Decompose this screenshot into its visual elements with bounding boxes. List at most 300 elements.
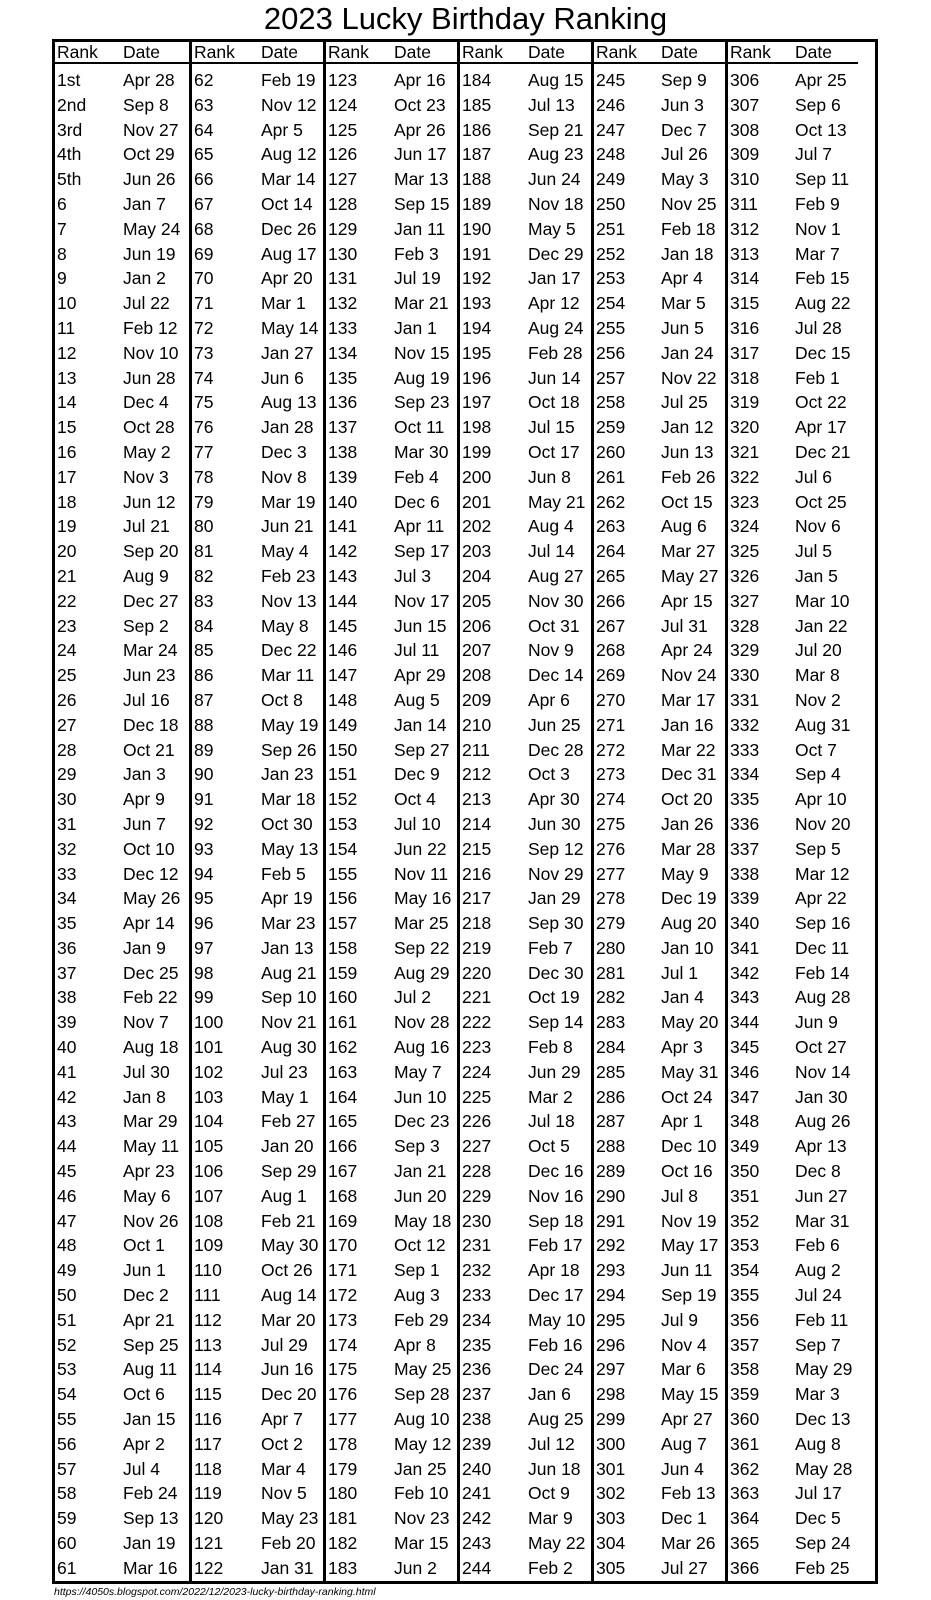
rank-cell: 93 <box>194 838 214 859</box>
date-cell: Jul 16 <box>123 689 170 710</box>
rank-cell: 95 <box>194 888 214 909</box>
table-row <box>460 837 591 862</box>
rank-cell: 190 <box>462 218 492 239</box>
table-row <box>594 738 725 763</box>
table-row <box>55 142 189 167</box>
date-cell: May 4 <box>261 541 309 562</box>
rank-cell: 332 <box>730 714 760 735</box>
table-row <box>326 589 457 614</box>
rank-cell: 305 <box>596 1557 626 1578</box>
table-row <box>460 1134 591 1159</box>
date-cell: Jul 4 <box>123 1458 160 1479</box>
table-row <box>55 490 189 515</box>
table-row <box>728 738 858 763</box>
rank-cell: 242 <box>462 1508 492 1529</box>
date-cell: Oct 3 <box>528 764 570 785</box>
rank-cell: 249 <box>596 169 626 190</box>
table-row <box>55 242 189 267</box>
rank-cell: 6 <box>57 193 67 214</box>
rank-cell: 84 <box>194 615 214 636</box>
table-row <box>55 1432 189 1457</box>
rank-cell: 61 <box>57 1557 77 1578</box>
table-row <box>460 291 591 316</box>
rank-cell: 185 <box>462 94 492 115</box>
table-row <box>192 1506 323 1531</box>
table-row <box>55 192 189 217</box>
date-cell: Aug 16 <box>394 1037 450 1058</box>
table-row <box>728 1159 858 1184</box>
table-row <box>594 242 725 267</box>
table-row <box>594 787 725 812</box>
rank-cell: 287 <box>596 1111 626 1132</box>
table-row <box>192 1481 323 1506</box>
table-row <box>55 713 189 738</box>
table-row <box>460 118 591 143</box>
table-row <box>326 1556 457 1581</box>
date-cell: Apr 4 <box>661 268 703 289</box>
date-cell: Dec 18 <box>123 714 179 735</box>
rank-cell: 363 <box>730 1483 760 1504</box>
table-row <box>594 1481 725 1506</box>
date-header: Date <box>795 42 832 62</box>
date-cell: Jan 26 <box>661 813 714 834</box>
date-cell: Jan 27 <box>261 342 314 363</box>
date-cell: Jun 17 <box>394 144 447 165</box>
rank-cell: 282 <box>596 987 626 1008</box>
rank-cell: 339 <box>730 888 760 909</box>
date-cell: Aug 28 <box>795 987 851 1008</box>
table-row <box>326 440 457 465</box>
rank-cell: 38 <box>57 987 77 1008</box>
table-row <box>192 93 323 118</box>
date-header: Date <box>528 42 565 62</box>
date-cell: Jan 16 <box>661 714 714 735</box>
date-cell: Jul 17 <box>795 1483 842 1504</box>
date-cell: Feb 23 <box>261 565 316 586</box>
table-row <box>192 1308 323 1333</box>
date-cell: Sep 10 <box>261 987 317 1008</box>
date-cell: Jun 28 <box>123 367 176 388</box>
table-row <box>594 1134 725 1159</box>
date-cell: Aug 7 <box>661 1433 707 1454</box>
date-cell: May 14 <box>261 317 319 338</box>
rank-cell: 248 <box>596 144 626 165</box>
rank-cell: 182 <box>328 1533 358 1554</box>
table-row <box>594 985 725 1010</box>
table-row <box>192 1357 323 1382</box>
rank-cell: 317 <box>730 342 760 363</box>
rank-cell: 344 <box>730 1012 760 1033</box>
table-row <box>728 167 858 192</box>
table-row <box>594 415 725 440</box>
table-row <box>192 862 323 887</box>
rank-cell: 158 <box>328 937 358 958</box>
date-cell: Nov 6 <box>795 516 841 537</box>
date-cell: Aug 25 <box>528 1409 584 1430</box>
date-cell: Jan 12 <box>661 417 714 438</box>
date-cell: Feb 18 <box>661 218 716 239</box>
date-cell: Jun 21 <box>261 516 314 537</box>
table-row <box>728 1060 858 1085</box>
date-cell: Feb 27 <box>261 1111 316 1132</box>
table-row <box>326 1382 457 1407</box>
rank-cell: 322 <box>730 466 760 487</box>
table-row <box>460 514 591 539</box>
date-cell: Jan 5 <box>795 565 838 586</box>
rank-cell: 267 <box>596 615 626 636</box>
table-row <box>55 1109 189 1134</box>
table-row <box>326 242 457 267</box>
date-cell: Jun 4 <box>661 1458 704 1479</box>
table-row <box>192 738 323 763</box>
rank-cell: 43 <box>57 1111 77 1132</box>
table-row <box>55 862 189 887</box>
date-cell: Apr 28 <box>123 70 175 90</box>
rank-cell: 200 <box>462 466 492 487</box>
rank-cell: 352 <box>730 1210 760 1231</box>
date-cell: Jul 22 <box>123 293 170 314</box>
rank-cell: 154 <box>328 838 358 859</box>
rank-cell: 155 <box>328 863 358 884</box>
rank-cell: 359 <box>730 1384 760 1405</box>
table-row <box>728 1184 858 1209</box>
rank-cell: 335 <box>730 789 760 810</box>
table-row <box>192 1457 323 1482</box>
date-cell: Mar 15 <box>394 1533 449 1554</box>
rank-cell: 152 <box>328 789 358 810</box>
table-row <box>55 614 189 639</box>
rank-cell: 365 <box>730 1533 760 1554</box>
table-row <box>594 1382 725 1407</box>
date-cell: Nov 30 <box>528 590 584 611</box>
table-row <box>55 1010 189 1035</box>
date-cell: Mar 21 <box>394 293 449 314</box>
table-row <box>55 787 189 812</box>
date-cell: Jan 31 <box>261 1557 314 1578</box>
table-row <box>728 68 858 93</box>
table-row <box>192 812 323 837</box>
table-row <box>192 1531 323 1556</box>
rank-cell: 297 <box>596 1359 626 1380</box>
table-row <box>55 118 189 143</box>
date-cell: Feb 25 <box>795 1557 850 1578</box>
rank-cell: 146 <box>328 640 358 661</box>
date-cell: May 2 <box>123 441 171 462</box>
rank-cell: 247 <box>596 119 626 140</box>
rank-cell: 109 <box>194 1235 224 1256</box>
rank-cell: 210 <box>462 714 492 735</box>
rank-cell: 115 <box>194 1384 222 1405</box>
table-row <box>326 1308 457 1333</box>
rank-cell: 220 <box>462 962 492 983</box>
table-row <box>192 142 323 167</box>
date-cell: Oct 1 <box>123 1235 165 1256</box>
rank-cell: 245 <box>596 70 626 90</box>
date-cell: May 26 <box>123 888 181 909</box>
date-cell: Aug 1 <box>261 1185 307 1206</box>
table-row <box>55 738 189 763</box>
table-row <box>594 440 725 465</box>
table-row <box>55 539 189 564</box>
date-cell: May 18 <box>394 1210 452 1231</box>
table-row <box>460 1506 591 1531</box>
table-row <box>460 812 591 837</box>
rank-cell: 315 <box>730 293 760 314</box>
rank-cell: 321 <box>730 441 760 462</box>
date-cell: May 7 <box>394 1061 442 1082</box>
date-cell: May 3 <box>661 169 709 190</box>
date-cell: Nov 10 <box>123 342 179 363</box>
rank-cell: 96 <box>194 913 214 934</box>
table-row <box>326 1109 457 1134</box>
table-row <box>728 787 858 812</box>
rank-cell: 188 <box>462 169 492 190</box>
table-row <box>728 341 858 366</box>
rank-cell: 348 <box>730 1111 760 1132</box>
date-cell: Jul 11 <box>394 640 440 661</box>
rank-cell: 83 <box>194 590 214 611</box>
rank-cell: 161 <box>328 1012 358 1033</box>
date-cell: Aug 26 <box>795 1111 851 1132</box>
table-row <box>728 1531 858 1556</box>
rank-cell: 285 <box>596 1061 626 1082</box>
table-column <box>457 42 591 1581</box>
rank-cell: 36 <box>57 937 77 958</box>
rank-cell: 205 <box>462 590 492 611</box>
rank-cell: 238 <box>462 1409 492 1430</box>
table-row <box>326 961 457 986</box>
rank-cell: 55 <box>57 1409 77 1430</box>
table-row <box>192 291 323 316</box>
rank-cell: 77 <box>194 441 214 462</box>
table-row <box>594 1308 725 1333</box>
rank-cell: 231 <box>462 1235 492 1256</box>
rank-cell: 202 <box>462 516 492 537</box>
rank-cell: 303 <box>596 1508 626 1529</box>
rank-cell: 258 <box>596 392 626 413</box>
table-row <box>192 118 323 143</box>
date-cell: Mar 30 <box>394 441 449 462</box>
date-cell: Jan 9 <box>123 937 166 958</box>
rank-cell: 193 <box>462 293 492 314</box>
table-row <box>55 1481 189 1506</box>
table-row <box>594 217 725 242</box>
rank-cell: 318 <box>730 367 760 388</box>
rank-cell: 329 <box>730 640 760 661</box>
date-cell: May 15 <box>661 1384 719 1405</box>
rank-cell: 67 <box>194 193 214 214</box>
rank-cell: 253 <box>596 268 626 289</box>
table-row <box>728 1308 858 1333</box>
rank-cell: 78 <box>194 466 214 487</box>
rank-cell: 178 <box>328 1433 358 1454</box>
rank-cell: 358 <box>730 1359 760 1380</box>
rank-cell: 223 <box>462 1037 492 1058</box>
date-cell: Aug 22 <box>795 293 851 314</box>
date-cell: May 19 <box>261 714 319 735</box>
table-row <box>594 291 725 316</box>
date-cell: Sep 18 <box>528 1210 584 1231</box>
rank-cell: 262 <box>596 491 626 512</box>
rank-cell: 144 <box>328 590 358 611</box>
table-row <box>326 564 457 589</box>
date-cell: Jun 12 <box>123 491 176 512</box>
date-cell: Nov 9 <box>528 640 574 661</box>
table-row <box>326 812 457 837</box>
date-cell: Jul 10 <box>394 813 441 834</box>
table-row <box>192 1382 323 1407</box>
table-row <box>55 167 189 192</box>
date-cell: Jan 4 <box>661 987 704 1008</box>
rank-cell: 103 <box>194 1086 224 1107</box>
rank-cell: 92 <box>194 813 214 834</box>
rank-cell: 70 <box>194 268 214 289</box>
date-cell: Feb 7 <box>528 937 573 958</box>
table-row <box>460 614 591 639</box>
table-row <box>55 1382 189 1407</box>
date-cell: Apr 3 <box>661 1037 703 1058</box>
table-row <box>55 1531 189 1556</box>
date-cell: Nov 7 <box>123 1012 169 1033</box>
rank-cell: 79 <box>194 491 214 512</box>
date-cell: Feb 5 <box>261 863 306 884</box>
table-row <box>55 291 189 316</box>
date-cell: Apr 26 <box>394 119 446 140</box>
table-row <box>728 415 858 440</box>
rank-cell: 169 <box>328 1210 358 1231</box>
table-row <box>55 589 189 614</box>
date-cell: Mar 12 <box>795 863 850 884</box>
rank-cell: 213 <box>462 789 492 810</box>
rank-cell: 351 <box>730 1185 760 1206</box>
table-row <box>594 1357 725 1382</box>
date-cell: Oct 12 <box>394 1235 446 1256</box>
date-cell: Apr 30 <box>528 789 580 810</box>
table-row <box>728 812 858 837</box>
date-cell: Jun 7 <box>123 813 166 834</box>
table-row <box>728 713 858 738</box>
table-row <box>192 787 323 812</box>
column-header <box>460 42 591 64</box>
table-row <box>326 1060 457 1085</box>
date-cell: Oct 18 <box>528 392 580 413</box>
date-cell: May 28 <box>795 1458 853 1479</box>
rank-cell: 362 <box>730 1458 760 1479</box>
table-row <box>594 316 725 341</box>
table-row <box>326 936 457 961</box>
table-row <box>460 589 591 614</box>
rank-cell: 214 <box>462 813 492 834</box>
rank-cell: 272 <box>596 739 626 760</box>
date-cell: Apr 15 <box>661 590 713 611</box>
date-cell: Nov 2 <box>795 689 841 710</box>
date-cell: Jul 27 <box>661 1557 708 1578</box>
date-cell: Oct 4 <box>394 789 436 810</box>
table-row <box>192 1233 323 1258</box>
table-row <box>192 1035 323 1060</box>
date-cell: Jul 12 <box>528 1433 575 1454</box>
table-row <box>460 142 591 167</box>
date-cell: Aug 13 <box>261 392 317 413</box>
rank-cell: 306 <box>730 70 760 90</box>
table-row <box>594 762 725 787</box>
source-url[interactable]: https://4050s.blogspot.com/2022/12/2023-lucky-birthday-ranking.html <box>54 1586 376 1598</box>
date-cell: Feb 21 <box>261 1210 316 1231</box>
rank-cell: 163 <box>328 1061 358 1082</box>
date-cell: May 17 <box>661 1235 719 1256</box>
rank-header: Rank <box>462 42 503 62</box>
rank-cell: 219 <box>462 937 492 958</box>
date-cell: Sep 20 <box>123 541 179 562</box>
table-row <box>326 837 457 862</box>
table-row <box>55 1556 189 1581</box>
rank-cell: 111 <box>194 1285 221 1306</box>
table-row <box>728 589 858 614</box>
table-row <box>594 1407 725 1432</box>
table-row <box>55 1506 189 1531</box>
rank-cell: 85 <box>194 640 214 661</box>
date-cell: Jul 25 <box>661 392 708 413</box>
date-cell: Apr 22 <box>795 888 847 909</box>
table-row <box>55 886 189 911</box>
rank-cell: 34 <box>57 888 77 909</box>
table-row <box>326 192 457 217</box>
date-cell: Feb 6 <box>795 1235 840 1256</box>
date-cell: May 22 <box>528 1533 586 1554</box>
rank-cell: 97 <box>194 937 214 958</box>
rank-cell: 39 <box>57 1012 77 1033</box>
date-cell: May 21 <box>528 491 586 512</box>
date-cell: Feb 2 <box>528 1557 573 1578</box>
date-cell: Jun 18 <box>528 1458 581 1479</box>
date-cell: Jul 30 <box>123 1061 170 1082</box>
table-row <box>594 1283 725 1308</box>
date-cell: Dec 29 <box>528 243 584 264</box>
table-row <box>55 440 189 465</box>
table-row <box>55 1407 189 1432</box>
table-row <box>326 1506 457 1531</box>
date-cell: Nov 12 <box>261 94 317 115</box>
rank-cell: 26 <box>57 689 77 710</box>
rank-cell: 175 <box>328 1359 358 1380</box>
rank-cell: 361 <box>730 1433 760 1454</box>
date-cell: Jun 24 <box>528 169 581 190</box>
date-cell: Jul 8 <box>661 1185 698 1206</box>
table-row <box>594 1258 725 1283</box>
date-cell: Aug 18 <box>123 1037 179 1058</box>
table-row <box>326 688 457 713</box>
date-cell: Sep 4 <box>795 764 841 785</box>
table-row <box>594 1060 725 1085</box>
date-cell: Jun 27 <box>795 1185 848 1206</box>
date-cell: Jan 30 <box>795 1086 848 1107</box>
rank-cell: 251 <box>596 218 626 239</box>
rank-cell: 275 <box>596 813 626 834</box>
rank-cell: 52 <box>57 1334 77 1355</box>
rank-cell: 289 <box>596 1161 626 1182</box>
table-row <box>460 440 591 465</box>
table-row <box>460 1283 591 1308</box>
table-row <box>326 539 457 564</box>
rank-cell: 2nd <box>57 94 87 115</box>
table-row <box>326 266 457 291</box>
rank-header: Rank <box>57 42 98 62</box>
table-row <box>192 713 323 738</box>
table-row <box>460 936 591 961</box>
date-cell: Jun 1 <box>123 1260 166 1281</box>
rank-cell: 252 <box>596 243 626 264</box>
table-row <box>460 1209 591 1234</box>
